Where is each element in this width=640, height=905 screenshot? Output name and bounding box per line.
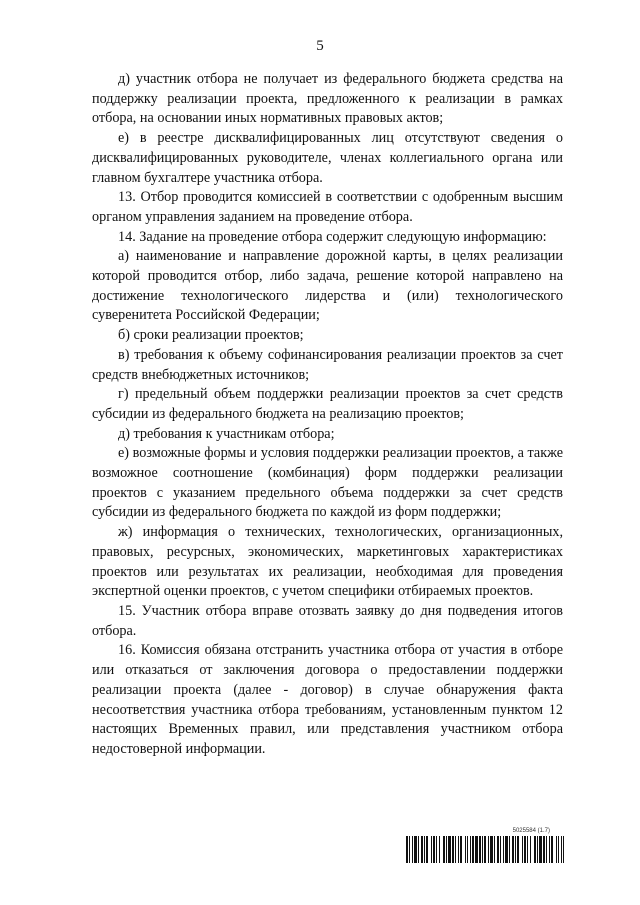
barcode-bars — [406, 836, 564, 863]
paragraph-a-roadmap: а) наименование и направление дорожной карты, в целях реализации которой проводится отбор, либо задача, решение которой направлено на достижение технологического лидерства и (или) технологического суверенитета Российской Федерации; — [92, 248, 563, 324]
paragraph-e-disqualified-registry: е) в реестре дисквалифицированных лиц отсутствуют сведения о дисквалифицированных руководителе, членах коллегиального органа или главном бухгалтере участника отбора. — [92, 130, 563, 186]
barcode — [406, 828, 564, 864]
paragraph-e-support-forms: е) возможные формы и условия поддержки реализации проектов, а также возможное соотношение (комбинация) форм поддержки реализации проектов с указанием предельного объема поддержки за счет средств субсидии из федерального бюджета по каждой из форм поддержки; — [92, 445, 563, 521]
paragraph-b-deadlines: б) сроки реализации проектов; — [118, 327, 304, 344]
paragraph-14-task-contents: 14. Задание на проведение отбора содержит следующую информацию: — [118, 228, 547, 245]
paragraph-v-cofinancing: в) требования к объему софинансирования реализации проектов за счет средств внебюджетных источников; — [92, 346, 563, 383]
document-body — [92, 70, 563, 760]
paragraph-15-withdraw-application: 15. Участник отбора вправе отозвать заявку до дня подведения итогов отбора. — [92, 602, 563, 639]
paragraph-d-budget-funds: д) участник отбора не получает из федерального бюджета средства на поддержку реализации проекта, предложенного к реализации в рамках отбора, на основании иных нормативных правовых актов; — [92, 71, 563, 127]
paragraph-g-support-limit: г) предельный объем поддержки реализации проектов за счет средств субсидии из федерального бюджета на реализацию проектов; — [92, 386, 563, 422]
paragraph-d-participant-requirements: д) требования к участникам отбора; — [118, 425, 335, 442]
paragraph-zh-project-info: ж) информация о технических, технологических, организационных, правовых, ресурсных, экономических, маркетинговых характеристиках проектов или результатах их реализации, необходимая для проведения экспертной оценки проектов, с учетом специфики отбираемых проектов. — [92, 524, 563, 600]
page-number: 5 — [316, 38, 324, 54]
paragraph-13-commission: 13. Отбор проводится комиссией в соответствии с одобренным высшим органом управления заданием на проведение отбора. — [92, 189, 563, 225]
paragraph-16-disqualification: 16. Комиссия обязана отстранить участника отбора от участия в отборе или отказаться от заключения договора о предоставлении поддержки реализации проекта (далее - договор) в случае обнаружения факта несоответствия участника отбора требованиям, установленным пунктом 12 настоящих Временных правил, или представления участником отбора недостоверной информации. — [92, 642, 563, 757]
barcode-label: 5025584 (1.7) — [512, 828, 550, 834]
